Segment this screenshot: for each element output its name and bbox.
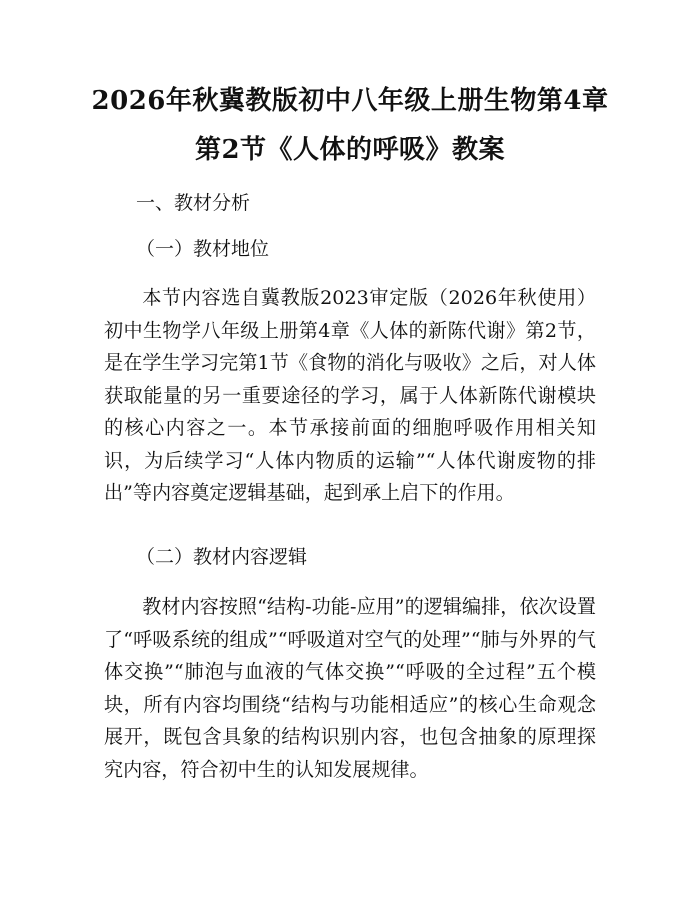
paragraph-textbook-position: 本节内容选自冀教版2023审定版（2026年秋使用）初中生物学八年级上册第4章《人体的新陈代谢》第2节，是在学生学习完第1节《食物的消化与吸收》之后，对人体获取能量的另一重要途径的学习，属于人体新陈代谢模块的核心内容之一。本节承接前面的细胞呼吸作用相关知识，为后续学习“人体内物质的运输”“人体代谢废物的排出”等内容奠定逻辑基础，起到承上启下的作用。	[104, 286, 596, 504]
subsection-heading-textbook-position: （一）教材地位	[136, 238, 270, 260]
section-heading-textbook-analysis: 一、教材分析	[136, 192, 251, 214]
document-title-line-2: 第2节《人体的呼吸》教案	[194, 135, 506, 165]
document-title-line-1: 2026年秋冀教版初中八年级上册生物第4章	[91, 86, 609, 116]
subsection-heading-content-logic: （二）教材内容逻辑	[136, 546, 308, 568]
paragraph-content-logic: 教材内容按照“结构-功能-应用”的逻辑编排，依次设置了“呼吸系统的组成”“呼吸道对空气的处理”“肺与外界的气体交换”“肺泡与血液的气体交换”“呼吸的全过程”五个模块，所有内容均围绕“结构与功能相适应”的核心生命观念展开，既包含具象的结构识别内容，也包含抽象的原理探究内容，符合初中生的认知发展规律。	[104, 595, 596, 781]
